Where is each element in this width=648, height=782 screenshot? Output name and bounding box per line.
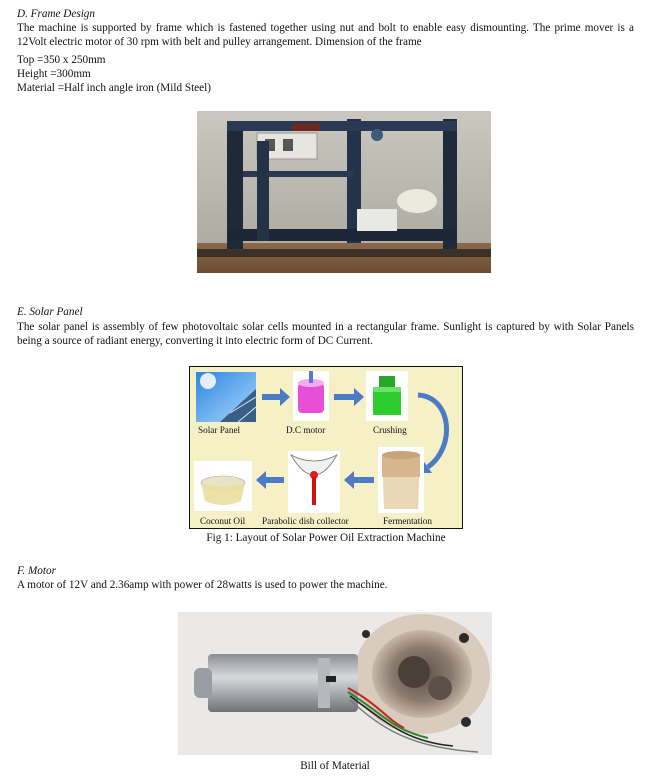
label-fermentation: Fermentation [383,516,432,526]
label-parabolic-dish: Parabolic dish collector [262,516,349,526]
arrow-1-icon [262,388,290,406]
arrow-4-icon [256,471,284,489]
bill-of-material-caption: Bill of Material [300,760,370,772]
parabolic-dish-image [288,451,340,513]
arrow-3-icon [344,471,374,489]
frame-photo [197,111,491,273]
frame-heading: D. Frame Design [17,8,95,20]
arrow-2-icon [334,388,364,406]
frame-paragraph: The machine is supported by frame which is fastened together using nut and bolt to enable easy dismounting. The prime mover is a 12Volt electric motor of 30 rpm with belt and pulley arrangement. Dimension of the frame [17,22,634,48]
fermentation-image [378,447,424,513]
figure-caption: Fig 1: Layout of Solar Power Oil Extraction Machine [206,532,446,544]
frame-height-dimension: Height =300mm [17,68,91,80]
solar-paragraph: The solar panel is assembly of few photovoltaic solar cells mounted in a rectangular frame. Sunlight is captured by with Solar Panels being a source of radiant energy, converting it into electric form of DC Current. [17,321,634,347]
frame-material: Material =Half inch angle iron (Mild Steel) [17,82,211,94]
solar-panel-image [196,372,256,422]
label-crushing: Crushing [373,425,407,435]
motor-heading: F. Motor [17,565,56,577]
label-solar-panel: Solar Panel [198,425,241,435]
solar-heading: E. Solar Panel [17,306,83,318]
coconut-oil-image [194,461,252,511]
label-coconut-oil: Coconut Oil [200,516,246,526]
motor-photo [178,612,492,755]
crushing-image [366,371,408,421]
label-dc-motor: D.C motor [286,425,326,435]
process-diagram [189,366,463,529]
motor-paragraph: A motor of 12V and 2.36amp with power of 28watts is used to power the machine. [17,579,388,591]
dc-motor-image [293,371,329,421]
frame-top-dimension: Top =350 x 250mm [17,54,106,66]
